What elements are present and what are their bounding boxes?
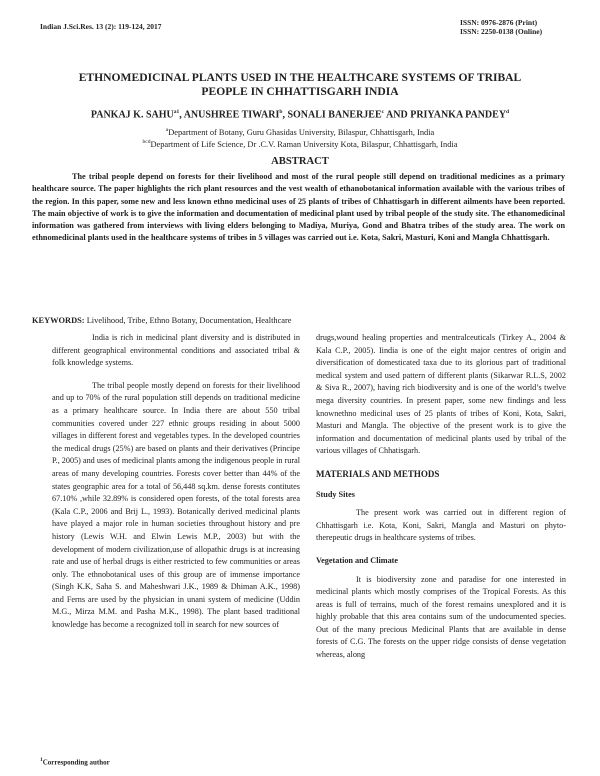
intro-paragraph-2: The tribal people mostly depend on forests for their livelihood and up to 70% of the rural population still depends on traditional medicine as a primary healthcare source. In India there are about 550 tribal communities covered under 227 ethnic groups residing in about 5000 villages in different forest and vegetables types. In the developed countries the medical drugs (25%) are based on plants and their derivatives (Principe P., 2005) and uses of medicinal plants among the indigenous people in rural areas of many developing countries. Forests cover better than 44% of the states geographic area for a total of 56,448 sq.km. dense forests contitutes 67.10% ,while 32.89% is considered open forests, of the total forests area (Kala C.P., 2006 and Brij L., 1993). Botanically derived medicinal plants have played a major role in human societies throughout history and pre history (Lewis W.H. and Elwin Lewis M.P., 2003) but with the development of modern civilization,use of allopathic drugs is at increasing rate and use of herbal drugs is either restricted to few communities or areas only. The ethnobotanical uses of this group are of immense importance (Singh K.K, Saha S. and Maheshwari J.K., 1989 & Dhiman A.K., 1998) and Ferns are used by the physician in unani system of medicine (Uddin M.G., Mirza M.M. and Pasha M.K., 1998). The plant based traditional knowledge has become a recognized toll in search for new sources of — [52, 380, 300, 630]
author-3: , SONALI BANERJEE — [282, 109, 382, 121]
issn-online: ISSN: 2250-0138 (Online) — [460, 27, 543, 36]
vegetation-heading: Vegetation and Climate — [316, 555, 399, 565]
abstract-text: The tribal people depend on forests for their livelihood and most of the rural people still depend on traditional medicines as a primary healthcare source. The paper highlights the rich plant resources and the vest wealth of ethanobotanical information available with the various tribes of the region. In this paper, some new and less known ethno medicinal uses of 25 plants of tribes of Chhattisgarh in different ailments have been reported. The main objective of work is to give the information and documentation of medicinal plant used by tribal people of the study site. The ethanomedicinal information was gathered from interviews with living elders belonging to Madiya, Muriya, Gond and Bhatra tribes of the study area. The work on ethnomedicinal plants used in the healthcare systems of tribes in 5 villages was carried out i.e. Kota, Sakri, Masturi, Koni and Mangla Chhattisgarh. — [32, 172, 565, 243]
footnote-sup: 1 — [40, 757, 43, 763]
abstract-heading: ABSTRACT — [271, 156, 329, 167]
title-line-1: ETHNOMEDICINAL PLANTS USED IN THE HEALTHCARE SYSTEMS OF TRIBAL — [78, 71, 522, 84]
right-column — [316, 332, 566, 672]
affiliation-2 — [40, 139, 560, 149]
author-list — [40, 109, 560, 120]
study-sites-paragraph: The present work was carried out in different region of Chhattisgarh i.e. Kota, Koni, Sakri, Mangla and Masturi on phyto-therepeutic drugs in healthcare systems of tribes. — [316, 508, 566, 543]
affiliation-2-text: Department of Life Science, Dr .C.V. Raman University Kota, Bilaspur, Chhattisgarh, India — [150, 139, 458, 149]
paper-title — [40, 71, 560, 99]
author-4: AND PRIYANKA PANDEY — [384, 109, 507, 121]
footnote — [40, 757, 110, 766]
author-1: PANKAJ K. SAHU — [90, 109, 174, 121]
author-2-sup: b — [279, 109, 283, 115]
left-column — [52, 332, 300, 642]
keywords-text: Livelihood, Tribe, Ethno Botany, Documentation, Healthcare — [84, 316, 292, 325]
author-4-sup: d — [506, 109, 510, 115]
affiliation-1 — [40, 127, 560, 137]
vegetation-paragraph: It is biodiversity zone and paradise for one interested in medicinal plants which mostly comprises of the Tropical Forests. As this areas is full of terrains, much of the forest remains unexplored and it is highly probable that this area contains sum of the undocumented species. Out of the many precious Medicinal Plants that are available in dense forests of C.G. The forests on the upper ridge consists of dense vegetation whereas, along — [316, 574, 566, 660]
study-sites-heading: Study Sites — [316, 489, 355, 499]
methods-heading: MATERIALS AND METHODS — [316, 468, 440, 479]
author-2: , ANUSHREE TIWARI — [179, 109, 280, 121]
author-1-sup: a1 — [173, 109, 180, 115]
keywords — [32, 316, 565, 325]
title-line-2: PEOPLE IN CHHATTISGARH INDIA — [201, 85, 399, 98]
footnote-text: Corresponding author — [42, 758, 110, 767]
issn-block — [460, 18, 560, 36]
journal-citation: Indian J.Sci.Res. 13 (2): 119-124, 2017 — [40, 22, 162, 31]
keywords-label: KEYWORDS: — [32, 316, 85, 325]
affiliation-2-sup: bcd — [142, 139, 151, 145]
intro-paragraph-1: India is rich in medicinal plant diversity and is distributed in different geographical environmental conditions and associated tribal & folk knowledge systems. — [52, 333, 300, 368]
issn-print: ISSN: 0976-2876 (Print) — [460, 18, 538, 27]
affiliation-1-text: Department of Botany, Guru Ghasidas University, Bilaspur, Chhattisgarh, India — [168, 127, 435, 137]
intro-paragraph-continued: drugs,wound healing properties and mentralceuticals (Tirkey A., 2004 & Kala C.P., 2005). Iindia is one of the eight major centres of origin and diversification of domesticated taxa due to its glorious part of traditional medical system and used pattern of different plants (Sikarwar R.L.S, 2002 & Siva R., 2007), having rich biodiversity and is one of the world’s twelve mega diversity countries. In present paper, some new findings and less knownethno medicinal uses of 25 plants of tribes of Koni, Kota, Sakri, Masturi and Mangla. The objective of the present work is to give the information and documentation of medicinal plants used by tribal of the various villages of Chhatisgarh. — [316, 333, 566, 456]
author-3-sup: c — [381, 109, 385, 115]
affiliation-1-sup: a — [165, 127, 169, 133]
